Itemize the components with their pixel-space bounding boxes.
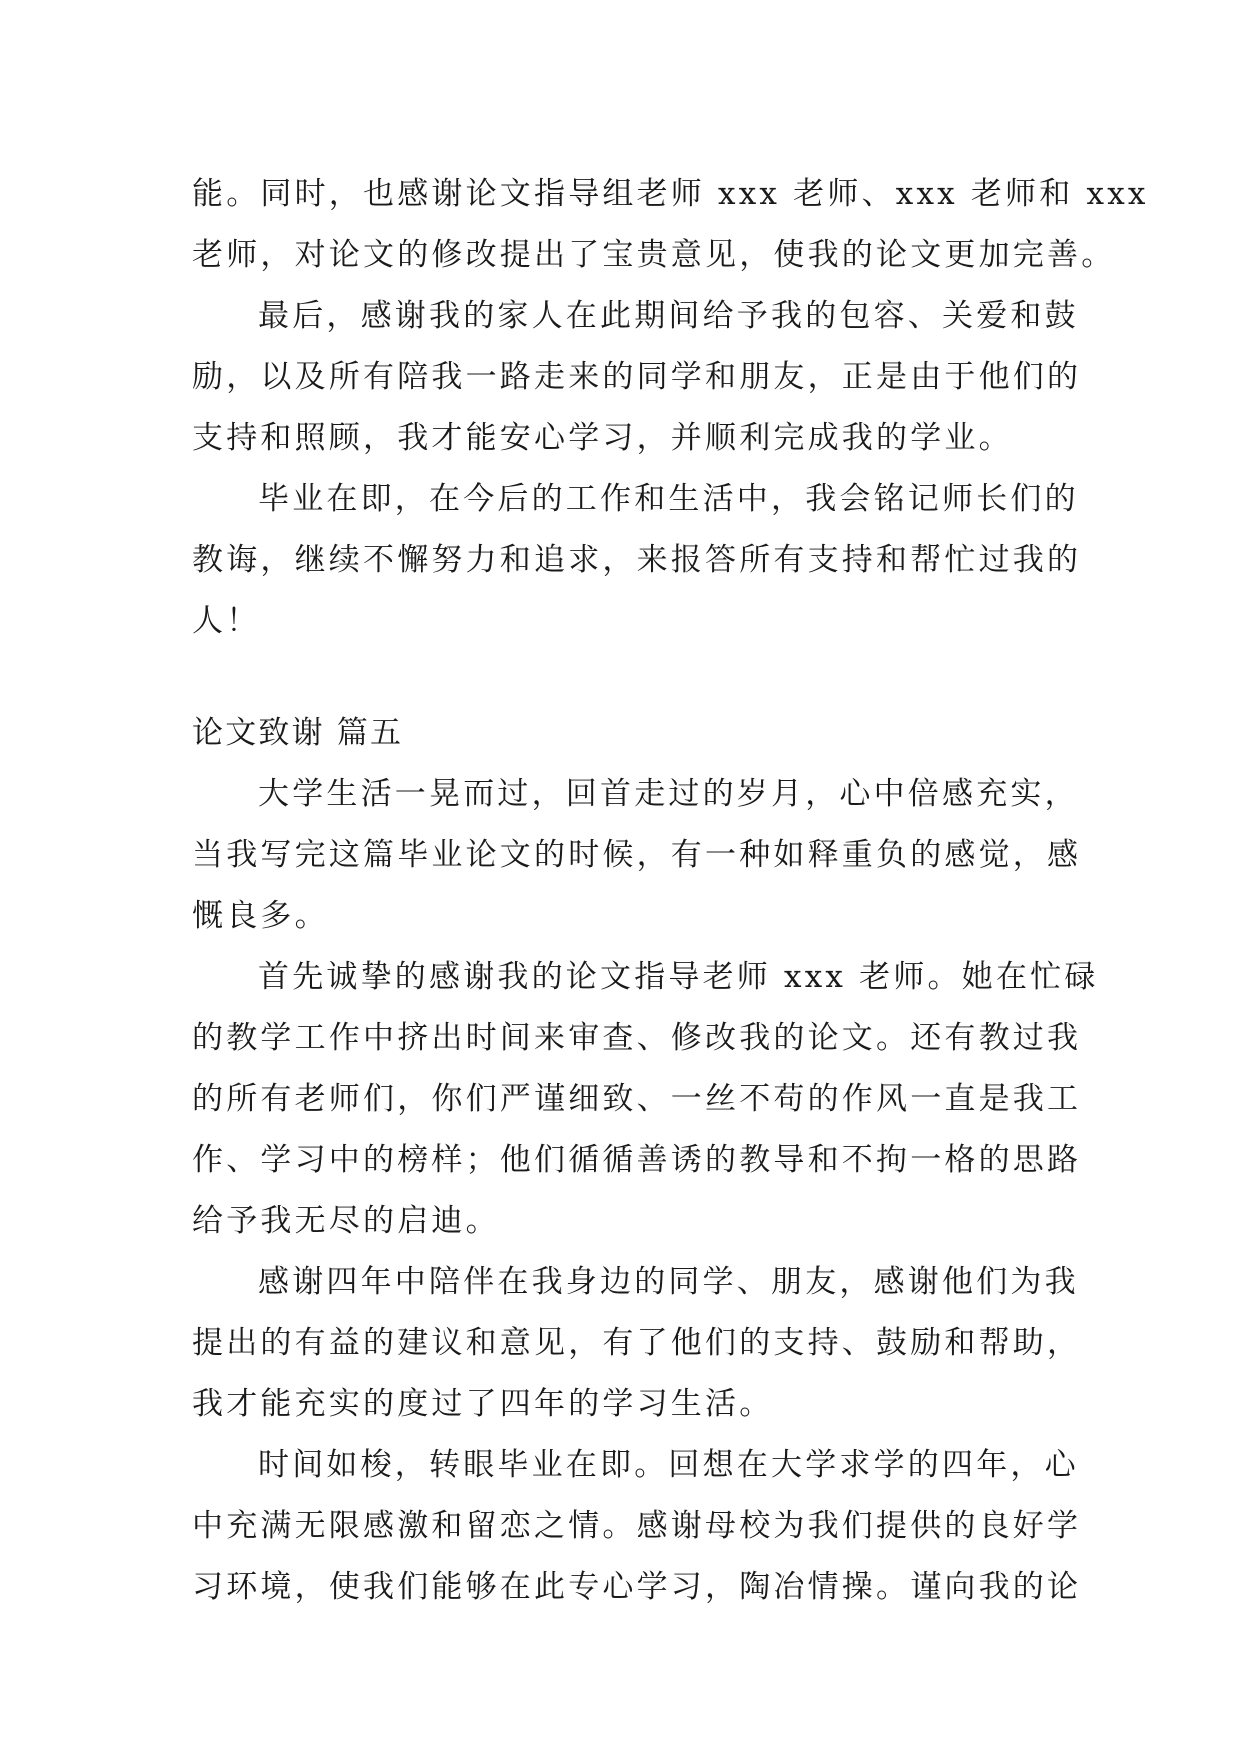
section-heading: 论文致谢 篇五 [192,715,404,751]
text-line: 大学生活一晃而过，回首走过的岁月，心中倍感充实， [258,776,1079,812]
text-line: 能。同时，也感谢论文指导组老师 xxx 老师、xxx 老师和 xxx [192,176,1149,212]
text-line: 老师，对论文的修改提出了宝贵意见，使我的论文更加完善。 [192,237,1116,273]
text-line: 给予我无尽的启迪。 [192,1203,500,1239]
text-line: 习环境，使我们能够在此专心学习，陶冶情操。谨向我的论 [192,1569,1082,1605]
text-line: 毕业在即，在今后的工作和生活中，我会铭记师长们的 [258,481,1079,517]
paragraph [192,286,1082,469]
paragraph [192,1252,1082,1435]
text-line: 的所有老师们，你们严谨细致、一丝不苟的作风一直是我工 [192,1081,1082,1117]
text-line: 教诲，继续不懈努力和追求，来报答所有支持和帮忙过我的 [192,542,1082,578]
text-line: 感谢四年中陪伴在我身边的同学、朋友，感谢他们为我 [258,1264,1079,1300]
text-line: 作、学习中的榜样；他们循循善诱的教导和不拘一格的思路 [192,1142,1082,1178]
text-line: 人！ [192,603,261,639]
paragraph [192,164,1149,286]
text-line: 提出的有益的建议和意见，有了他们的支持、鼓励和帮助， [192,1325,1082,1361]
document-body [192,164,1149,1618]
section-spacer [192,652,1060,703]
text-line: 慨良多。 [192,898,329,934]
text-line: 时间如梭，转眼毕业在即。回想在大学求学的四年，心 [258,1447,1079,1483]
text-line: 我才能充实的度过了四年的学习生活。 [192,1386,774,1422]
paragraph [192,1435,1082,1618]
text-line: 当我写完这篇毕业论文的时候，有一种如释重负的感觉，感 [192,837,1082,873]
text-line: 励，以及所有陪我一路走来的同学和朋友，正是由于他们的 [192,359,1082,395]
text-line: 首先诚挚的感谢我的论文指导老师 xxx 老师。她在忙碌 [258,959,1099,995]
paragraph [192,469,1082,652]
text-line: 最后，感谢我的家人在此期间给予我的包容、关爱和鼓 [258,298,1079,334]
text-line: 中充满无限感激和留恋之情。感谢母校为我们提供的良好学 [192,1508,1082,1544]
paragraph [192,764,1082,947]
text-line: 支持和照顾，我才能安心学习，并顺利完成我的学业。 [192,420,1013,456]
paragraph [192,947,1099,1252]
text-line: 的教学工作中挤出时间来审查、修改我的论文。还有教过我 [192,1020,1082,1056]
